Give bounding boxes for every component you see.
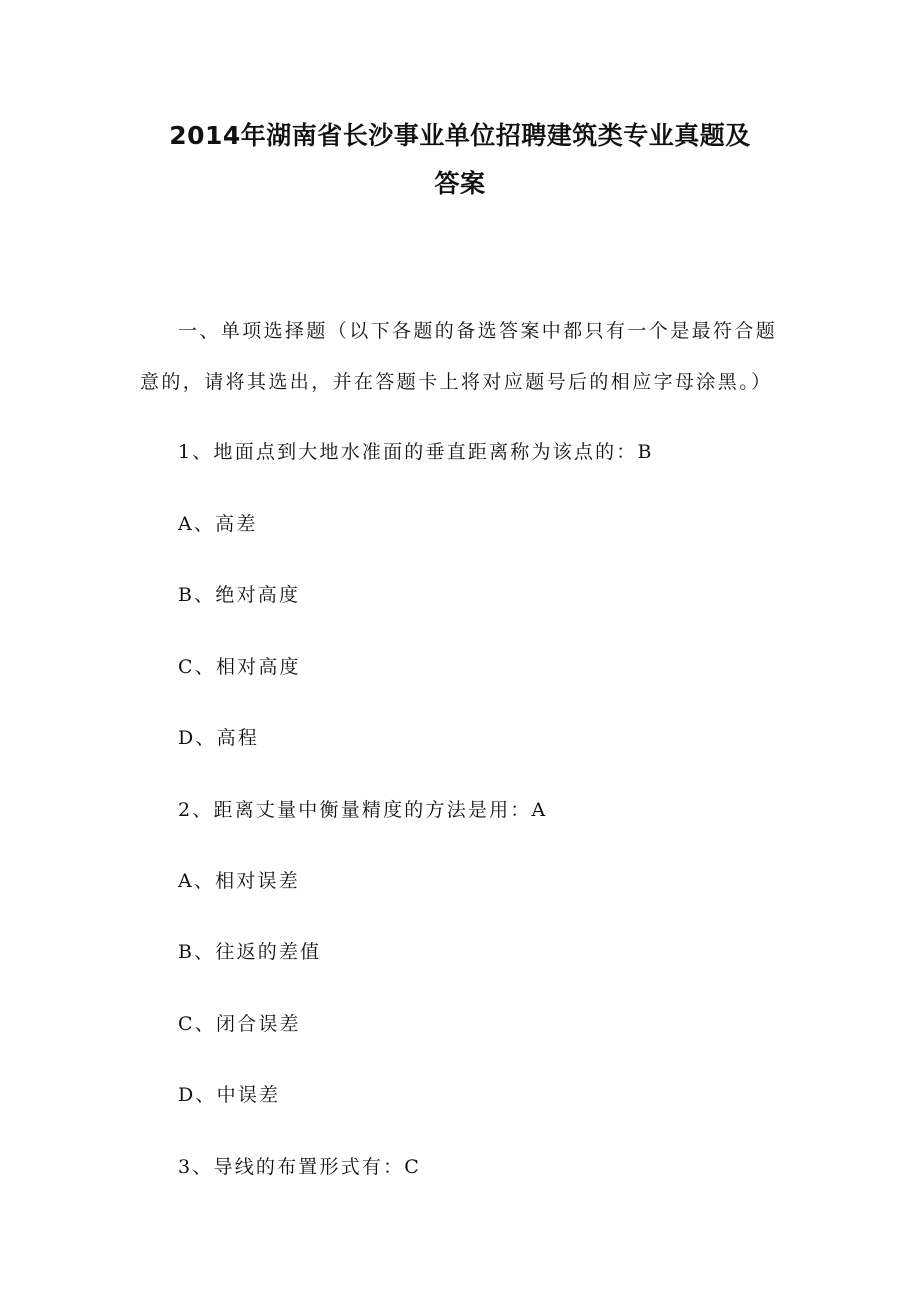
question-2-option-a: A、相对误差 [178,870,300,892]
question-1-stem: 1、地面点到大地水准面的垂直距离称为该点的：B [178,441,654,463]
question-3-stem: 3、导线的布置形式有：C [178,1156,422,1178]
question-1-option-b: B、绝对高度 [178,584,301,606]
question-1-option-a: A、高差 [178,513,258,535]
question-1-option-c: C、相对高度 [178,656,301,678]
question-1-option-d: D、高程 [178,727,260,749]
section-intro-line-1: 一、单项选择题（以下各题的备选答案中都只有一个是最符合题 [178,320,778,342]
question-2-option-b: B、往返的差值 [178,941,322,963]
document-title-line-1: 2014年湖南省长沙事业单位招聘建筑类专业真题及 [169,121,751,150]
question-2-stem: 2、距离丈量中衡量精度的方法是用：A [178,799,548,821]
section-intro-line-2: 意的，请将其选出，并在答题卡上将对应题号后的相应字母涂黑。） [140,371,773,393]
document-title-line-2: 答案 [434,169,486,198]
question-2-option-c: C、闭合误差 [178,1013,301,1035]
question-2-option-d: D、中误差 [178,1084,281,1106]
